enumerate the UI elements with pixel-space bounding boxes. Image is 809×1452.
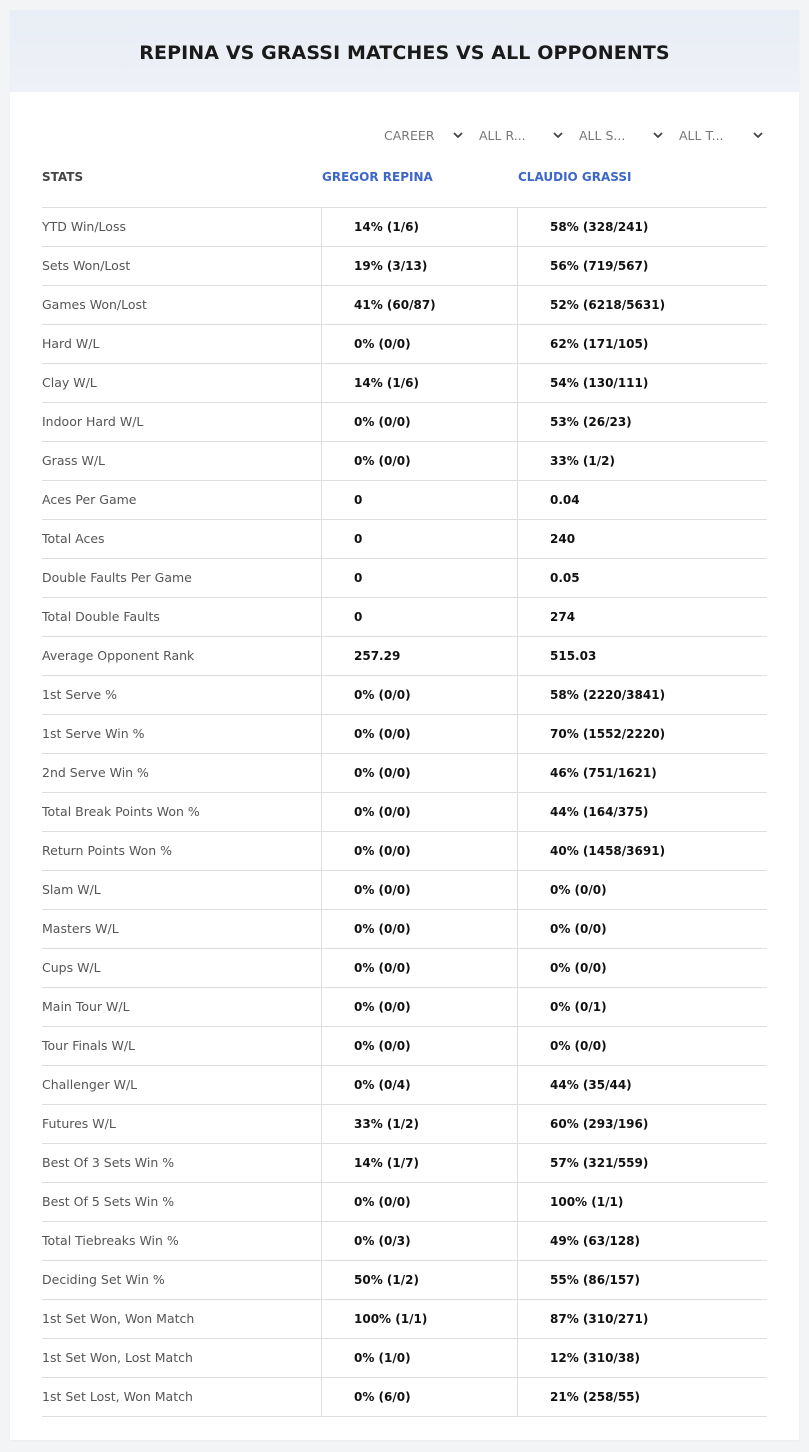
player1-stat-value: 0 <box>321 520 517 558</box>
table-row <box>42 754 767 793</box>
player1-stat-value: 0 <box>321 559 517 597</box>
stat-label: Double Faults Per Game <box>42 570 192 585</box>
stat-label: Games Won/Lost <box>42 297 147 312</box>
player1-stat-value: 0% (0/0) <box>321 1027 517 1065</box>
player1-stat-value: 0% (0/0) <box>321 403 517 441</box>
player2-stat-value: 62% (171/105) <box>517 325 767 363</box>
player2-stat-value: 515.03 <box>517 637 767 675</box>
stats-column-header: STATS <box>42 170 84 184</box>
table-row <box>42 598 767 637</box>
player2-link[interactable]: CLAUDIO GRASSI <box>518 170 632 184</box>
stat-label: Aces Per Game <box>42 492 137 507</box>
table-row <box>42 793 767 832</box>
table-row <box>42 988 767 1027</box>
table-row <box>42 403 767 442</box>
player1-stat-value: 14% (1/7) <box>321 1144 517 1182</box>
table-row <box>42 442 767 481</box>
table-row <box>42 1339 767 1378</box>
table-row <box>42 1144 767 1183</box>
stat-label: Best Of 3 Sets Win % <box>42 1155 175 1170</box>
stat-label: Tour Finals W/L <box>42 1038 136 1053</box>
player2-stat-value: 56% (719/567) <box>517 247 767 285</box>
stat-label: Challenger W/L <box>42 1077 138 1092</box>
player2-stat-value: 57% (321/559) <box>517 1144 767 1182</box>
table-row <box>42 949 767 988</box>
chevron-down-icon <box>452 129 464 141</box>
player2-stat-value: 12% (310/38) <box>517 1339 767 1377</box>
player2-stat-value: 49% (63/128) <box>517 1222 767 1260</box>
stats-table <box>42 207 767 1417</box>
player1-stat-value: 0% (0/3) <box>321 1222 517 1260</box>
player2-stat-value: 87% (310/271) <box>517 1300 767 1338</box>
stat-label: Indoor Hard W/L <box>42 414 144 429</box>
player1-stat-value: 41% (60/87) <box>321 286 517 324</box>
stat-label: 1st Set Won, Won Match <box>42 1311 195 1326</box>
stat-label: 1st Set Won, Lost Match <box>42 1350 193 1365</box>
player1-stat-value: 0% (0/0) <box>321 325 517 363</box>
table-row <box>42 832 767 871</box>
table-row <box>42 871 767 910</box>
player2-stat-value: 0.04 <box>517 481 767 519</box>
player1-stat-value: 0 <box>321 598 517 636</box>
stat-label: Total Aces <box>42 531 105 546</box>
player1-stat-value: 0% (0/0) <box>321 793 517 831</box>
filter-period-label: CAREER <box>384 127 435 143</box>
stat-label: Total Break Points Won % <box>42 804 200 819</box>
table-row <box>42 676 767 715</box>
table-row <box>42 325 767 364</box>
player1-stat-value: 0 <box>321 481 517 519</box>
stat-label: Main Tour W/L <box>42 999 130 1014</box>
player2-stat-value: 0% (0/0) <box>517 910 767 948</box>
player1-link[interactable]: GREGOR REPINA <box>322 170 433 184</box>
stat-label: Total Double Faults <box>42 609 160 624</box>
player1-stat-value: 0% (0/0) <box>321 442 517 480</box>
table-row <box>42 208 767 247</box>
stat-label: Masters W/L <box>42 921 119 936</box>
filter-surfaces-label: ALL S... <box>579 127 626 143</box>
player2-stat-value: 70% (1552/2220) <box>517 715 767 753</box>
stat-label: Sets Won/Lost <box>42 258 131 273</box>
table-row <box>42 481 767 520</box>
player1-stat-value: 0% (0/0) <box>321 949 517 987</box>
table-row <box>42 247 767 286</box>
player1-stat-value: 14% (1/6) <box>321 364 517 402</box>
player1-stat-value: 0% (0/0) <box>321 832 517 870</box>
player1-stat-value: 14% (1/6) <box>321 208 517 246</box>
player2-stat-value: 54% (130/111) <box>517 364 767 402</box>
card-header <box>10 10 799 92</box>
table-row <box>42 1261 767 1300</box>
filter-surfaces-select[interactable] <box>579 124 664 146</box>
player2-stat-value: 53% (26/23) <box>517 403 767 441</box>
player2-stat-value: 274 <box>517 598 767 636</box>
filter-period-select[interactable] <box>384 124 464 146</box>
player1-stat-value: 50% (1/2) <box>321 1261 517 1299</box>
player2-stat-value: 46% (751/1621) <box>517 754 767 792</box>
player2-stat-value: 33% (1/2) <box>517 442 767 480</box>
player1-stat-value: 0% (6/0) <box>321 1378 517 1416</box>
player1-stat-value: 0% (0/0) <box>321 910 517 948</box>
stats-card <box>10 10 799 1440</box>
player1-stat-value: 0% (0/0) <box>321 676 517 714</box>
player1-stat-value: 0% (0/0) <box>321 988 517 1026</box>
stat-label: Deciding Set Win % <box>42 1272 165 1287</box>
table-row <box>42 1183 767 1222</box>
filter-bar <box>10 124 799 146</box>
player1-stat-value: 0% (1/0) <box>321 1339 517 1377</box>
stat-label: Slam W/L <box>42 882 101 897</box>
player2-stat-value: 60% (293/196) <box>517 1105 767 1143</box>
table-row <box>42 715 767 754</box>
table-header <box>42 170 767 206</box>
player2-stat-value: 44% (35/44) <box>517 1066 767 1104</box>
player1-stat-value: 257.29 <box>321 637 517 675</box>
stat-label: 1st Serve Win % <box>42 726 145 741</box>
chevron-down-icon <box>552 129 564 141</box>
player2-stat-value: 0% (0/1) <box>517 988 767 1026</box>
stat-label: Best Of 5 Sets Win % <box>42 1194 175 1209</box>
stat-label: Clay W/L <box>42 375 97 390</box>
player2-stat-value: 0% (0/0) <box>517 1027 767 1065</box>
table-row <box>42 1378 767 1417</box>
table-row <box>42 637 767 676</box>
player2-stat-value: 240 <box>517 520 767 558</box>
stat-label: Cups W/L <box>42 960 101 975</box>
player2-stat-value: 58% (2220/3841) <box>517 676 767 714</box>
player2-stat-value: 0% (0/0) <box>517 871 767 909</box>
table-row <box>42 1027 767 1066</box>
table-row <box>42 559 767 598</box>
player2-stat-value: 52% (6218/5631) <box>517 286 767 324</box>
stat-label: Hard W/L <box>42 336 100 351</box>
chevron-down-icon <box>752 129 764 141</box>
player1-stat-value: 19% (3/13) <box>321 247 517 285</box>
stat-label: YTD Win/Loss <box>42 219 126 234</box>
stat-label: Futures W/L <box>42 1116 116 1131</box>
table-row <box>42 364 767 403</box>
player1-stat-value: 0% (0/4) <box>321 1066 517 1104</box>
table-row <box>42 910 767 949</box>
filter-rounds-label: ALL R... <box>479 127 526 143</box>
player1-stat-value: 0% (0/0) <box>321 715 517 753</box>
filter-rounds-select[interactable] <box>479 124 564 146</box>
table-row <box>42 1066 767 1105</box>
player1-stat-value: 33% (1/2) <box>321 1105 517 1143</box>
player2-stat-value: 100% (1/1) <box>517 1183 767 1221</box>
table-row <box>42 286 767 325</box>
player2-stat-value: 0.05 <box>517 559 767 597</box>
player1-stat-value: 100% (1/1) <box>321 1300 517 1338</box>
player2-stat-value: 58% (328/241) <box>517 208 767 246</box>
stat-label: Total Tiebreaks Win % <box>42 1233 179 1248</box>
table-row <box>42 1222 767 1261</box>
stat-label: 1st Set Lost, Won Match <box>42 1389 193 1404</box>
stat-label: 1st Serve % <box>42 687 118 702</box>
stat-label: 2nd Serve Win % <box>42 765 149 780</box>
stat-label: Return Points Won % <box>42 843 173 858</box>
player1-stat-value: 0% (0/0) <box>321 871 517 909</box>
filter-tournaments-label: ALL T... <box>679 127 724 143</box>
table-row <box>42 520 767 559</box>
player2-stat-value: 55% (86/157) <box>517 1261 767 1299</box>
filter-tournaments-select[interactable] <box>679 124 764 146</box>
player2-stat-value: 40% (1458/3691) <box>517 832 767 870</box>
stat-label: Grass W/L <box>42 453 106 468</box>
stat-label: Average Opponent Rank <box>42 648 195 663</box>
table-row <box>42 1300 767 1339</box>
chevron-down-icon <box>652 129 664 141</box>
player2-stat-value: 0% (0/0) <box>517 949 767 987</box>
page-title: REPINA VS GRASSI MATCHES VS ALL OPPONENTS <box>139 41 670 64</box>
player2-stat-value: 21% (258/55) <box>517 1378 767 1416</box>
player2-stat-value: 44% (164/375) <box>517 793 767 831</box>
player1-stat-value: 0% (0/0) <box>321 1183 517 1221</box>
player1-stat-value: 0% (0/0) <box>321 754 517 792</box>
table-row <box>42 1105 767 1144</box>
